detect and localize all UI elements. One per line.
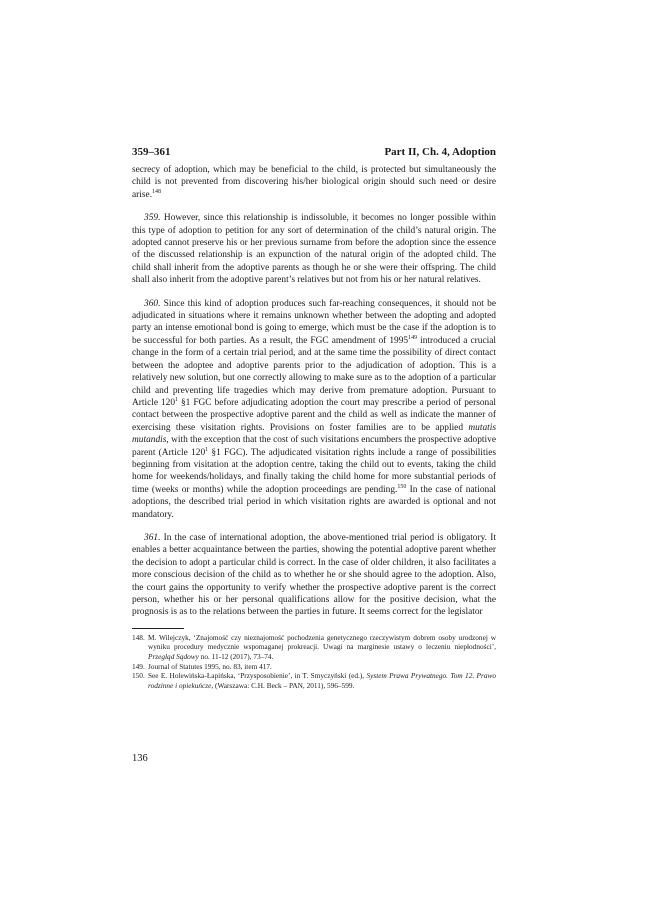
paragraph-number: 360. [144, 298, 161, 309]
running-header [132, 146, 496, 158]
footnote-148: 148. M. Wilejczyk, ‘Znajomość czy nieznajomość pochodzenia genetycznego rzeczywistym dobrem osoby urodzonej w wyniku procedury medycznie wspomaganej prokreacji. Uwagi na marginesie ustawy o leczeniu niepłodności’, Przegląd Sądowy no. 11-12 (2017), 73–74. [132, 632, 496, 661]
footnote-150: 150. See E. Holewińska-Łapińska, ‘Przysposobienie’, in T. Smyczyński (ed.), System Prawa Prywatnego. Tom 12. Prawo rodzinne i opiekuńcze, (Warszawa: C.H. Beck – PAN, 2011), 596–599. [132, 671, 496, 690]
footnote-149: 149. Journal of Statutes 1995, no. 83, item 417. [132, 661, 272, 671]
footnotes [132, 633, 496, 691]
page-content [132, 146, 496, 690]
paragraph-number: 361. [144, 532, 161, 543]
paragraph-359: 359. However, since this relationship is indissoluble, it becomes no longer possible within this type of adoption to petition for any sort of determination of the child’s natural origin. The adopted cannot preserve his or her previous surname from before the adoption since the essence of the discussed relationship is an expunction of the natural origin of the adopted child. The child shall inherit from the adoptive parents as though he or she were their offspring. The child shall also inherit from the adoptive parent’s relatives but not from his or her natural relatives. [132, 213, 496, 286]
footnote-divider [132, 628, 184, 629]
footnote-ref-150[interactable]: 150 [397, 483, 407, 490]
page-number: 136 [132, 753, 148, 764]
paragraph-360: 360. Since this kind of adoption produces such far-reaching consequences, it should not be adjudicated in situations where it remains unknown whether between the adopting and adopted party an intense emotional bond is going to emerge, which must be the case if the adoption is to be successful for both parties. As a result, the FGC amendment of 1995$^{149}$ introduced a crucial change in the form of a certain trial period, and at the same time the possibility of direct contact between the adoptee and adoptive parents prior to the adjudication of adoption. This is a relatively new solution, but one correctly allowing to make sure as to the adoption of a particular child and preventing life tragedies which may derive from premature adoption. Pursuant to Article $120^1$ §1 FGC before adjudicating adoption the court may prescribe a period of personal contact between the prospective adoptive parent and the child as well as indicate the manner of exercising these visitation rights. Provisions on foster families are to be applied mutatis mutandis, with the exception that the cost of such visitations encumbers the prospective adoptive parent (Article $120^1$ §1 FGC). The adjudicated visitation rights include a range of possibilities beginning from visitation at the adoption centre, taking the child out to events, taking the child home for weekends/holidays, and finally taking the child home for more substantial periods of time (weeks or months) while the adoption proceedings are pending.$^{150}$ In the case of national adoptions, the described trial period in which visitation rights are awarded is optional and not mandatory. [132, 298, 497, 520]
footnote-ref-148[interactable]: 148 [152, 188, 162, 195]
chapter-title: Part II, Ch. 4, Adoption [384, 146, 496, 158]
body-text [132, 164, 496, 619]
paragraph-intro: secrecy of adoption, which may be beneficial to the child, is protected but simultaneously the child is not prevented from discovering his/her biological origin should such need or desire arise.$^{148}$ [132, 165, 496, 200]
footnote-ref-149[interactable]: 149 [408, 334, 418, 341]
paragraph-361: 361. In the case of international adoption, the above-mentioned trial period is obligatory. It enables a better acquaintance between the parties, showing the potential adoptive parent whether the decision to adopt a particular child is correct. In the case of older children, it also facilitates a more conscious decision of the child as to whether he or she should agree to the adoption. Also, the court gains the opportunity to verify whether the prospective adoptive parent is the correct person, whether his or her personal qualifications allow for the positive decision, what the prognosis is as to the relations between the parties in future. It seems correct for the legislator [132, 532, 496, 618]
paragraph-number: 359. [144, 213, 161, 224]
section-range: 359–361 [132, 146, 171, 158]
